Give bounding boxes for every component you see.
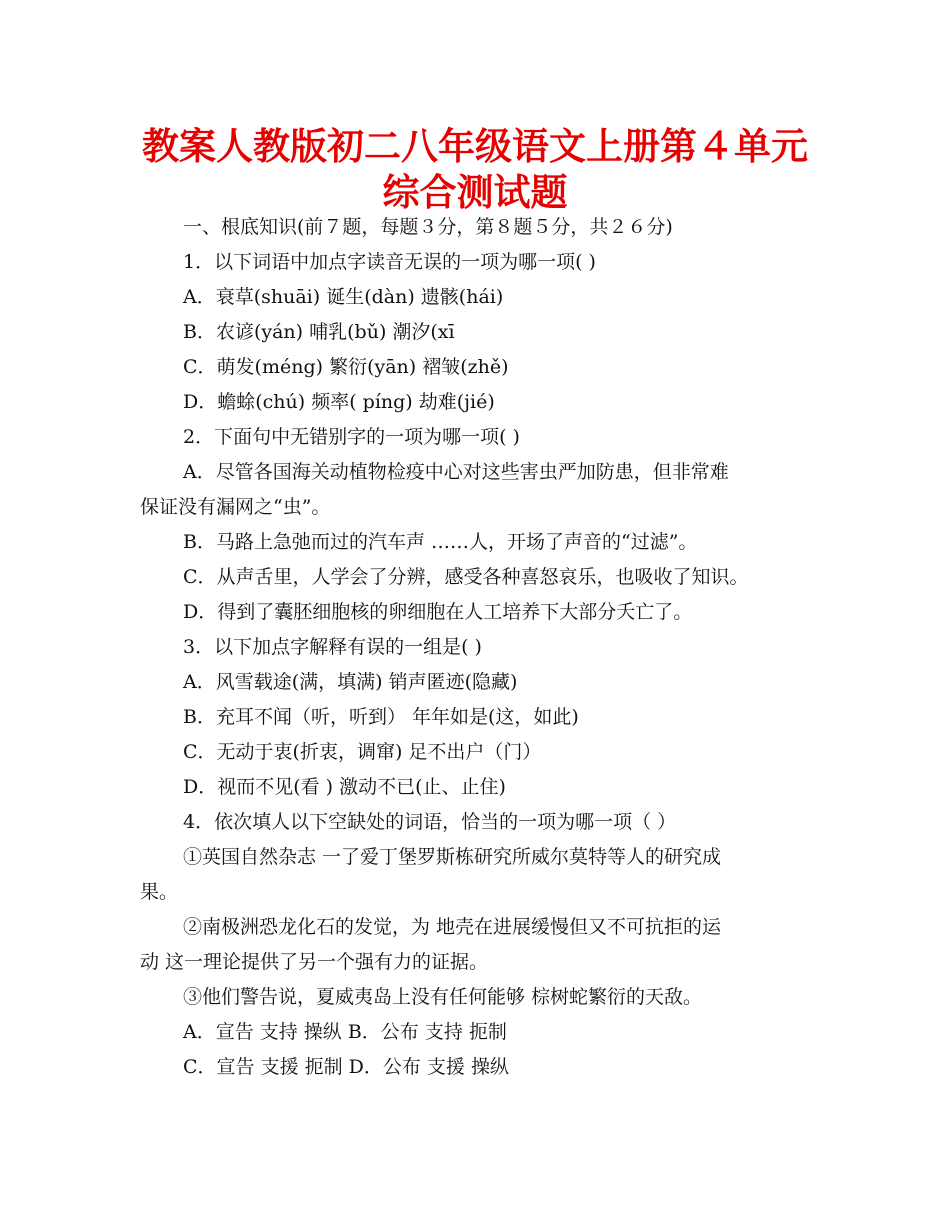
- question-3: 3．以下加点字解释有误的一组是( ): [183, 636, 482, 658]
- question-2-option-a-continued: 保证没有漏网之“虫”。: [140, 496, 331, 518]
- question-2-option-a: A．尽管各国海关动植物检疫中心对这些害虫严加防患，但非常难: [183, 461, 729, 483]
- document-title-line-1: 教案人教版初二八年级语文上册第４单元: [142, 125, 808, 168]
- question-4-options-ab: A．宣告 支持 操纵 B．公布 支持 扼制: [183, 1021, 507, 1043]
- question-2-option-d: D．得到了囊胚细胞核的卵细胞在人工培养下大部分夭亡了。: [183, 601, 693, 623]
- question-4-sentence-3: ③他们警告说，夏威夷岛上没有任何能够 棕树蛇繁衍的天敌。: [183, 986, 703, 1008]
- question-2: 2．下面句中无错别字的一项为哪一项( ): [183, 426, 520, 448]
- question-1-option-d: D．蟾蜍(chú) 频率( píng) 劫难(jié): [183, 391, 495, 413]
- question-4: 4．依次填人以下空缺处的词语，恰当的一项为哪一项（ ）: [183, 811, 677, 833]
- question-4-sentence-2: ②南极洲恐龙化石的发觉，为 地壳在进展缓慢但又不可抗拒的运: [183, 916, 722, 938]
- question-1-option-c: C．萌发(méng) 繁衍(yān) 褶皱(zhě): [183, 356, 509, 378]
- question-1: 1．以下词语中加点字读音无误的一项为哪一项( ): [183, 251, 596, 273]
- question-2-option-b: B．马路上急弛而过的汽车声 ……人，开场了声音的“过滤”。: [183, 531, 698, 553]
- question-2-option-c: C．从声舌里，人学会了分辨，感受各种喜怒哀乐，也吸收了知识。: [183, 566, 749, 588]
- question-4-options-cd: C．宣告 支援 扼制 D．公布 支援 操纵: [183, 1056, 509, 1078]
- question-3-option-a: A．风雪载途(满，填满) 销声匿迹(隐藏): [183, 671, 518, 693]
- question-1-option-a: A．衰草(shuāi) 诞生(dàn) 遗骸(hái): [183, 286, 504, 308]
- question-1-option-b: B．农谚(yán) 哺乳(bǔ) 潮汐(xī: [183, 321, 455, 343]
- question-3-option-d: D．视而不见(看 ) 激动不已(止、止住): [183, 776, 506, 798]
- section-heading: 一、根底知识(前７题，每题３分，第８题５分，共２６分): [183, 216, 673, 238]
- question-4-sentence-1-continued: 果。: [140, 881, 179, 903]
- question-3-option-b: B．充耳不闻（听，听到） 年年如是(这，如此): [183, 706, 579, 728]
- question-3-option-c: C．无动于衷(折衷，调窜) 足不出户（门）: [183, 741, 542, 763]
- question-4-sentence-2-continued: 动 这一理论提供了另一个强有力的证据。: [140, 951, 489, 973]
- question-4-sentence-1: ①英国自然杂志 一了爱丁堡罗斯栋研究所威尔莫特等人的研究成: [183, 846, 722, 868]
- document-title-line-2: 综合测试题: [382, 171, 568, 214]
